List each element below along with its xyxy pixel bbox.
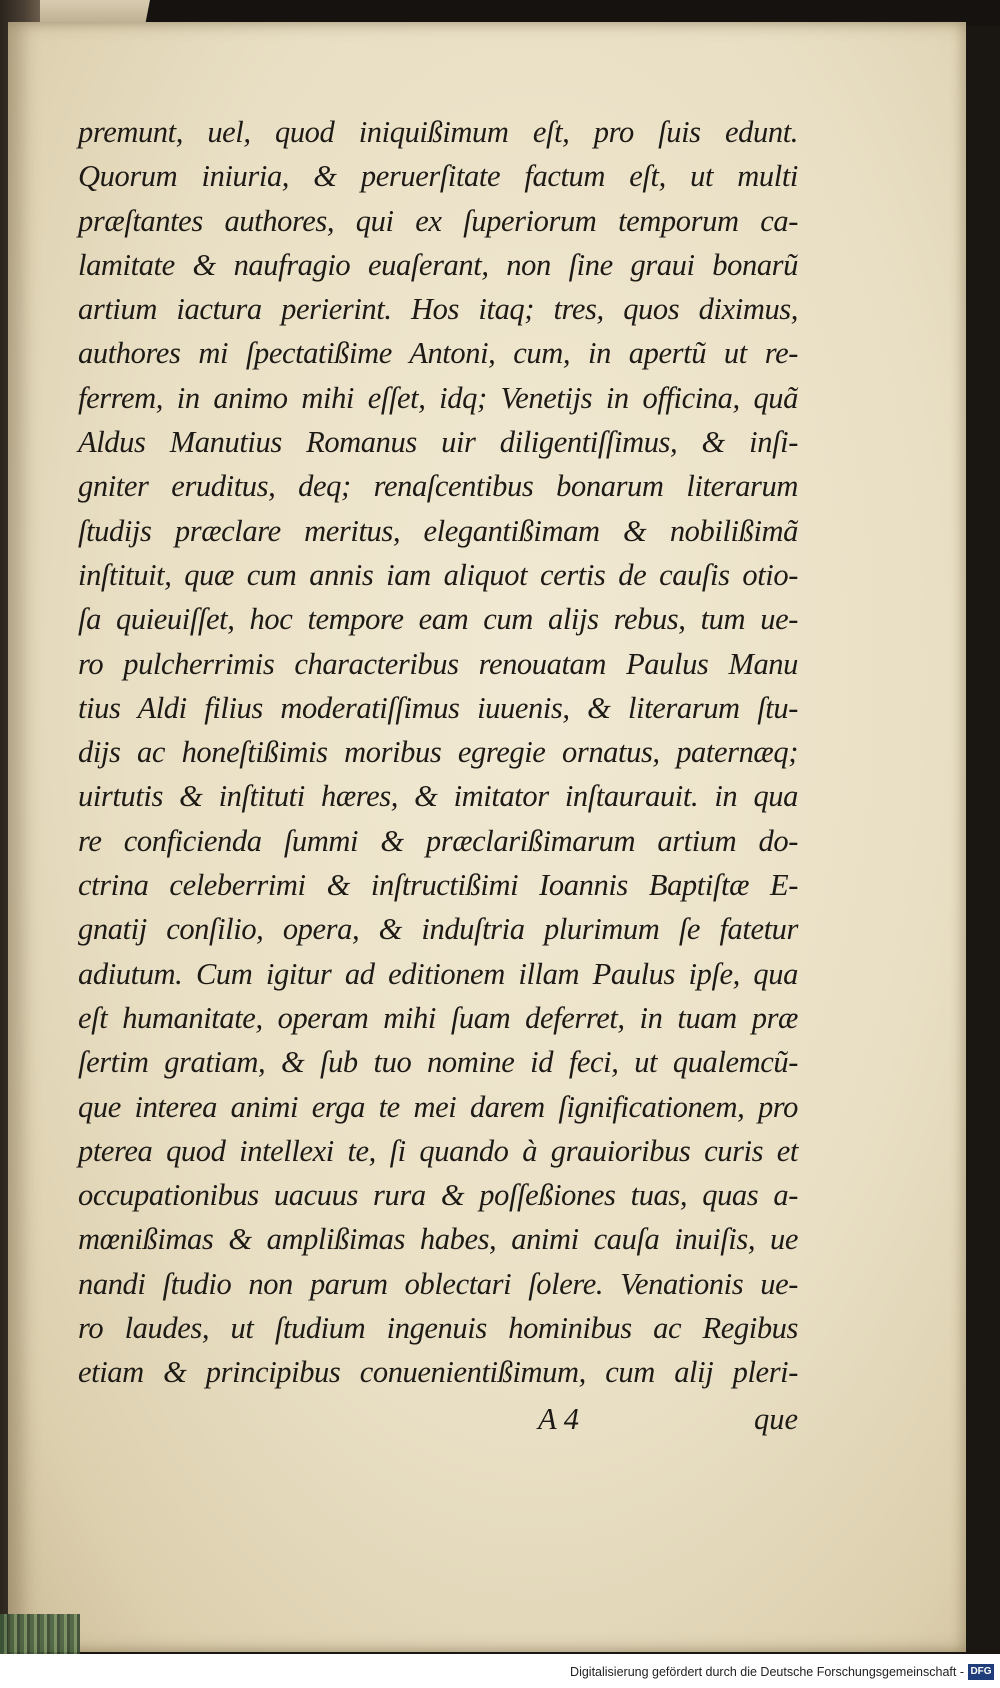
footer-credit: Digitalisierung gefördert durch die Deutsche Forschungsgemeinschaft - (570, 1665, 964, 1679)
text-line: gnatij conſilio, opera, & induſtria plurimum ſe fatetur (78, 912, 798, 947)
dfg-logo: DFG (968, 1664, 994, 1680)
text-line: ferrem, in animo mihi eſſet, idq; Venetijs in officina, quã (78, 380, 798, 415)
text-line: etiam & principibus conuenientißimum, cum alij pleri- (78, 1355, 798, 1390)
text-line: gniter eruditus, deq; renaſcentibus bonarum literarum (78, 469, 798, 504)
body-text (78, 110, 798, 1395)
text-line: lamitate & naufragio euaſerant, non ſine graui bonarũ (78, 247, 798, 282)
text-line: eſt humanitate, operam mihi ſuam deferret, in tuam præ (78, 1000, 798, 1035)
text-line: Quorum iniuria, & peruerſitate factum eſt, ut multi (78, 159, 798, 194)
text-line: authores mi ſpectatißime Antoni, cum, in apertũ ut re- (78, 336, 798, 371)
text-line: ſa quieuiſſet, hoc tempore eam cum alijs rebus, tum ue- (78, 602, 798, 637)
text-line: uirtutis & inſtituti hæres, & imitator inſtaurauit. in qua (78, 779, 798, 814)
catchword: que (753, 1402, 798, 1436)
text-line: pterea quod intellexi te, ſi quando à grauioribus curis et (78, 1133, 798, 1168)
text-line: re conficienda ſummi & præclarißimarum artium do- (78, 823, 798, 858)
text-line: Aldus Manutius Romanus uir diligentiſſimus, & inſi- (78, 425, 798, 460)
text-line: dijs ac honeſtißimis moribus egregie ornatus, paternæq; (78, 735, 798, 770)
scan-binding-edge (0, 1614, 80, 1654)
text-line: præſtantes authores, qui ex ſuperiorum temporum ca- (78, 203, 798, 238)
book-page (8, 22, 966, 1652)
text-line: adiutum. Cum igitur ad editionem illam Paulus ipſe, qua (78, 956, 798, 991)
text-line: ctrina celeberrimi & inſtructißimi Ioannis Baptiſtæ E- (78, 868, 798, 903)
text-line: inſtituit, quæ cum annis iam aliquot certis de cauſis otio- (78, 557, 798, 592)
text-line: premunt, uel, quod iniquißimum eſt, pro ſuis edunt. (78, 115, 798, 149)
signature-row (78, 1402, 798, 1446)
footer-bar (0, 1654, 1000, 1688)
text-line: ro pulcherrimis characteribus renouatam Paulus Manu (78, 646, 798, 681)
signature-mark: A 4 (538, 1402, 579, 1436)
text-line: ro laudes, ut ſtudium ingenuis hominibus ac Regibus (78, 1311, 798, 1346)
text-line: ſertim gratiam, & ſub tuo nomine id feci, ut qualemcũ- (78, 1045, 798, 1080)
text-line: mœnißimas & amplißimas habes, animi cauſa inuiſis, ue (78, 1222, 798, 1257)
text-line: que interea animi erga te mei darem ſignificationem, pro (78, 1089, 798, 1124)
text-line: tius Aldi filius moderatiſſimus iuuenis, & literarum ſtu- (78, 690, 798, 725)
text-line: occupationibus uacuus rura & poſſeßiones tuas, quas a- (78, 1178, 798, 1213)
text-line: nandi ſtudio non parum oblectari ſolere. Venationis ue- (78, 1266, 798, 1301)
text-line: artium iactura perierint. Hos itaq; tres, quos diximus, (78, 292, 798, 327)
text-line: ſtudijs præclare meritus, elegantißimam & nobilißimã (78, 513, 798, 548)
